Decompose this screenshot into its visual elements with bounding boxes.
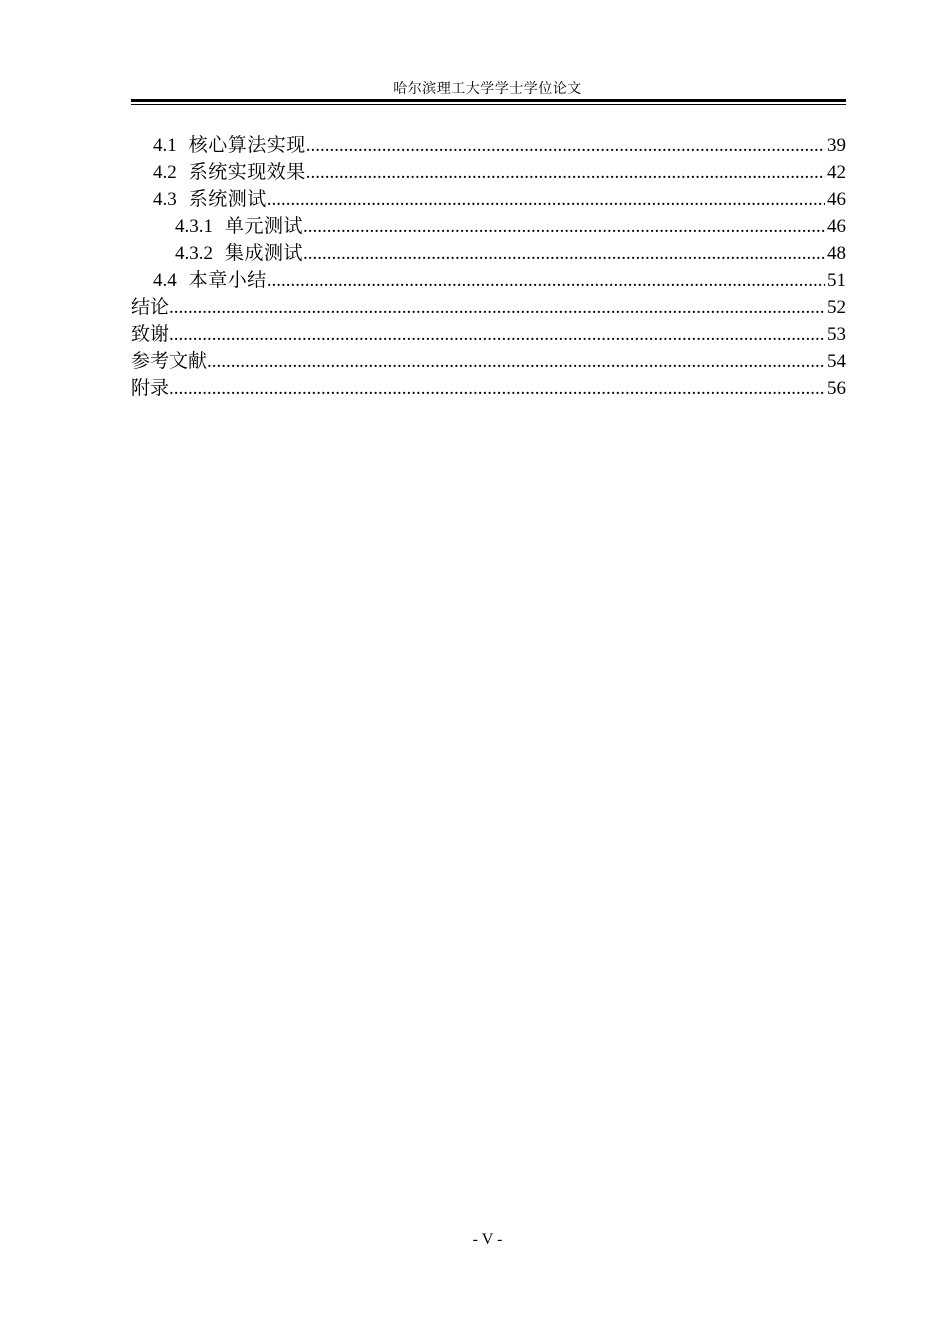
running-header-title: 哈尔滨理工大学学士学位论文 [393, 81, 582, 97]
toc-entry-number: 4.3.2 [175, 243, 213, 264]
toc-entry-number: 4.4 [153, 270, 177, 291]
toc-entry-title: 结论 [131, 296, 170, 318]
toc-entry-number: 4.3 [153, 189, 177, 210]
toc-entry-title: 核心算法实现 [188, 134, 306, 156]
toc-entry-page: 56 [827, 378, 846, 399]
toc-entry[interactable] [131, 321, 846, 348]
toc-dot-leader [267, 186, 825, 213]
toc-dot-leader [169, 375, 825, 402]
toc-entry[interactable] [131, 240, 846, 267]
toc-entry-page: 53 [827, 324, 846, 345]
toc-entry-page: 46 [827, 189, 846, 210]
toc-entry-number: 4.2 [153, 162, 177, 183]
toc-entry-page: 42 [827, 162, 846, 183]
toc-entry-page: 52 [827, 297, 846, 318]
toc-entry-number: 4.1 [153, 135, 177, 156]
toc-entry[interactable] [131, 294, 846, 321]
toc-entry[interactable] [131, 213, 846, 240]
toc-dot-leader [303, 240, 825, 267]
toc-entry-title: 单元测试 [225, 215, 304, 237]
toc-entry[interactable] [131, 186, 846, 213]
toc-dot-leader [169, 294, 825, 321]
header-rule-thick [131, 99, 846, 102]
toc-entry[interactable] [131, 267, 846, 294]
toc-entry-title: 参考文献 [131, 350, 208, 372]
toc-dot-leader [267, 267, 825, 294]
toc-entry-title: 系统测试 [188, 188, 267, 210]
toc-entry-number: 4.3.1 [175, 216, 213, 237]
toc-dot-leader [306, 132, 825, 159]
toc-entry-page: 51 [827, 270, 846, 291]
table-of-contents [131, 132, 846, 402]
toc-dot-leader [303, 213, 825, 240]
toc-entry-title: 附录 [131, 377, 170, 399]
toc-entry[interactable] [131, 132, 846, 159]
page-number-footer: - V - [472, 1231, 503, 1248]
toc-entry[interactable] [131, 159, 846, 186]
toc-entry-page: 39 [827, 135, 846, 156]
toc-dot-leader [207, 348, 825, 375]
toc-entry-page: 48 [827, 243, 846, 264]
toc-dot-leader [306, 159, 825, 186]
toc-entry-title: 集成测试 [225, 242, 304, 264]
toc-entry-title: 系统实现效果 [188, 161, 306, 183]
toc-entry-title: 本章小结 [188, 269, 267, 291]
toc-entry-title: 致谢 [131, 323, 170, 345]
toc-entry[interactable] [131, 348, 846, 375]
toc-entry-page: 46 [827, 216, 846, 237]
header-rule-thin [131, 104, 846, 105]
toc-entry[interactable] [131, 375, 846, 402]
toc-dot-leader [169, 321, 825, 348]
toc-entry-page: 54 [827, 351, 846, 372]
